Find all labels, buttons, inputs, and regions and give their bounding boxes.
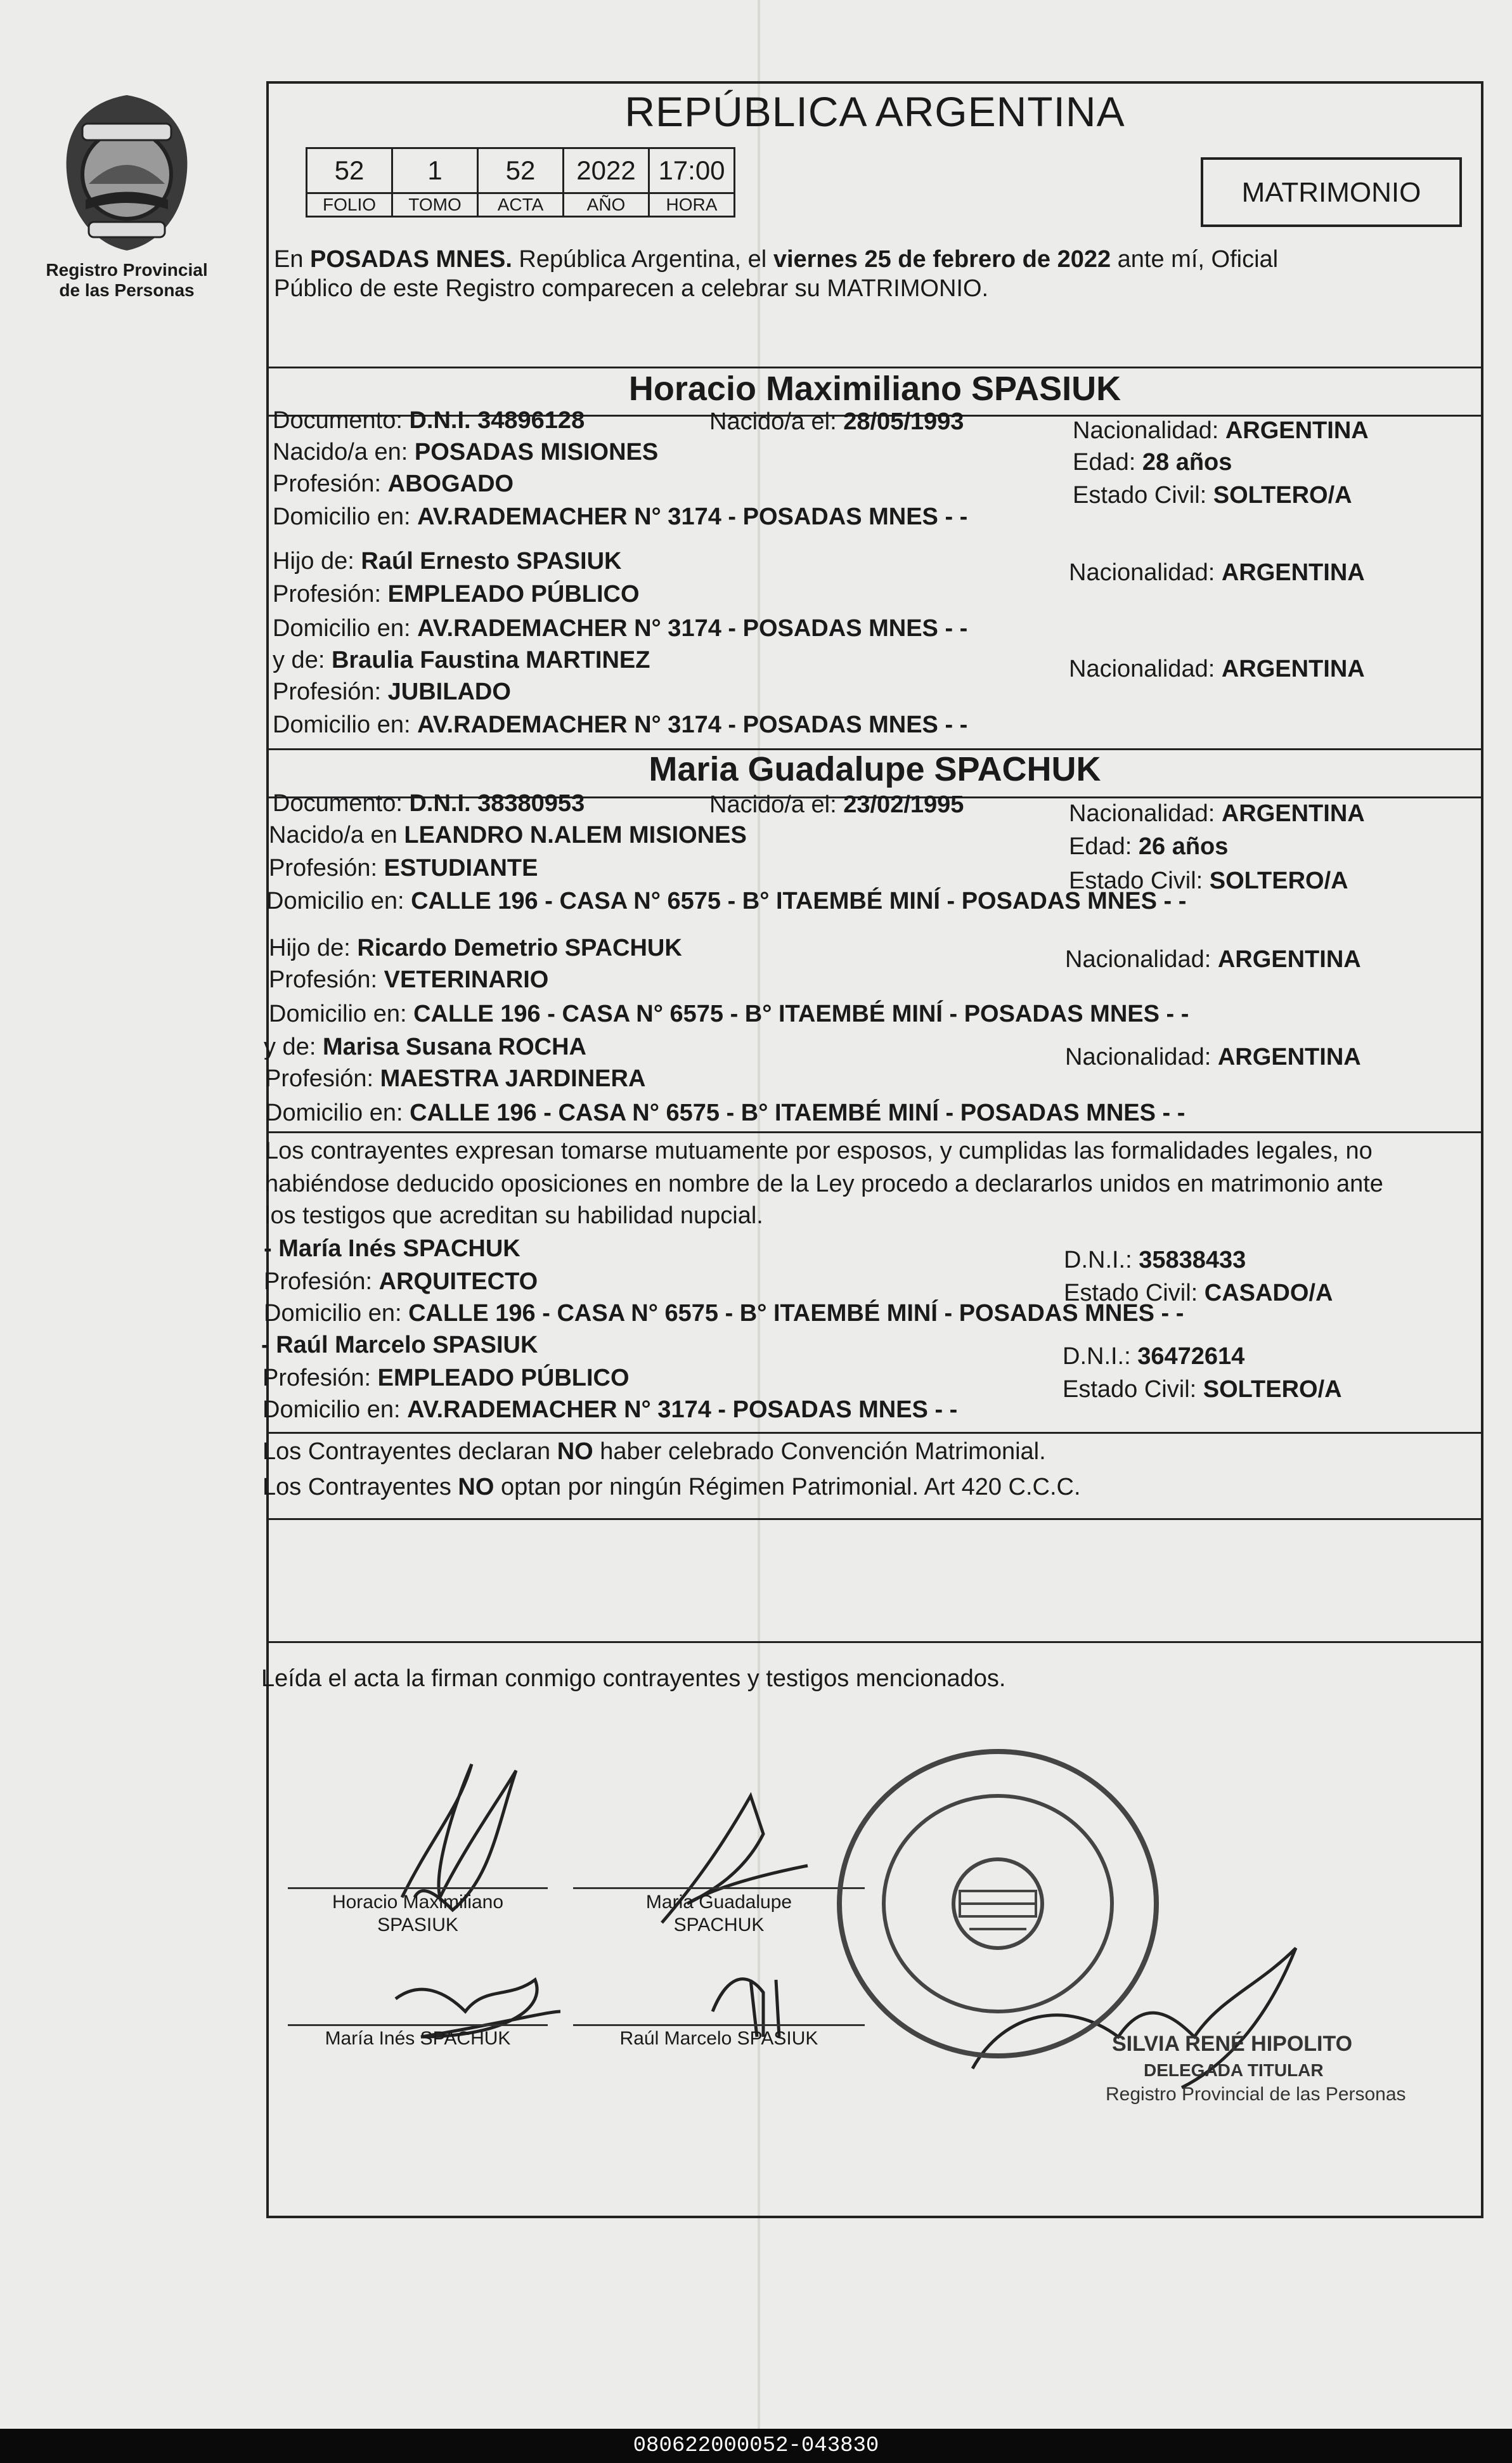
reference-table [306, 147, 735, 218]
spouse-1-father-nationality: Nacionalidad: ARGENTINA [1069, 559, 1365, 586]
spouse-2-mother-address: Domicilio en: CALLE 196 - CASA N° 6575 - B° ITAEMBÉ MINÍ - POSADAS MNES - - [265, 1100, 1186, 1126]
spouse-2-address: Domicilio en: CALLE 196 - CASA N° 6575 - B° ITAEMBÉ MINÍ - POSADAS MNES - - [266, 888, 1187, 914]
witness-2-address: Domicilio en: AV.RADEMACHER N° 3174 - POSADAS MNES - - [262, 1396, 958, 1423]
hour-label: HORA [649, 193, 735, 217]
spouse-2-father: Hijo de: Ricardo Demetrio SPACHUK [269, 935, 682, 961]
declaration-line-3: los testigos que acreditan su habilidad nupcial. [265, 1202, 763, 1229]
tomo-label: TOMO [392, 193, 478, 217]
signature-label-witness-2: Raúl Marcelo SPASIUK [619, 2028, 818, 2049]
divider [269, 367, 1481, 368]
signature-line [288, 2024, 548, 2026]
hour-value: 17:00 [649, 148, 735, 193]
divider [269, 1432, 1481, 1434]
witness-1-address: Domicilio en: CALLE 196 - CASA N° 6575 - B° ITAEMBÉ MINÍ - POSADAS MNES - - [264, 1300, 1184, 1327]
spouse-1-father-address: Domicilio en: AV.RADEMACHER N° 3174 - POSADAS MNES - - [273, 615, 968, 642]
declaration-line-1: Los contrayentes expresan tomarse mutuamente por esposos, y cumplidas las formalidades legales, no [265, 1138, 1373, 1164]
spouse-1-mother-address: Domicilio en: AV.RADEMACHER N° 3174 - POSADAS MNES - - [273, 712, 968, 738]
acta-value: 52 [478, 148, 564, 193]
spouse-1-father: Hijo de: Raúl Ernesto SPASIUK [273, 548, 622, 575]
intro-line-2: Público de este Registro comparecen a celebrar su MATRIMONIO. [274, 275, 989, 302]
page-title: REPÚBLICA ARGENTINA [624, 88, 1125, 135]
registry-logo-label: Registro Provincial de las Personas [46, 260, 208, 300]
spouse-1-civil-status: Estado Civil: SOLTERO/A [1073, 482, 1352, 509]
spouse-2-profession: Profesión: ESTUDIANTE [269, 855, 538, 881]
intro-line-1: En POSADAS MNES. República Argentina, el viernes 25 de febrero de 2022 ante mí, Oficial [274, 246, 1279, 273]
spouse-1-profession: Profesión: ABOGADO [273, 471, 514, 497]
spouse-1-nationality: Nacionalidad: ARGENTINA [1073, 417, 1369, 444]
spouse-1-address: Domicilio en: AV.RADEMACHER N° 3174 - POSADAS MNES - - [273, 504, 968, 530]
witness-1-name: - María Inés SPACHUK [264, 1235, 520, 1262]
acta-label: ACTA [478, 193, 564, 217]
signature-label-witness-1: María Inés SPACHUK [325, 2028, 511, 2049]
witness-2-civil-status: Estado Civil: SOLTERO/A [1063, 1376, 1342, 1403]
spouse-2-father-address: Domicilio en: CALLE 196 - CASA N° 6575 - B° ITAEMBÉ MINÍ - POSADAS MNES - - [269, 1001, 1189, 1027]
spouse-1-document: Documento: D.N.I. 34896128 [273, 407, 585, 434]
signature-label-spouse-1: Horacio Maximiliano SPASIUK [332, 1892, 504, 1935]
witness-1-civil-status: Estado Civil: CASADO/A [1064, 1280, 1333, 1306]
officer-organization: Registro Provincial de las Personas [1106, 2084, 1406, 2105]
spouse-2-name: Maria Guadalupe SPACHUK [649, 750, 1101, 788]
spouse-2-age: Edad: 26 años [1069, 833, 1229, 860]
divider [269, 1518, 1481, 1520]
document-barcode-id: 080622000052-043830 [0, 2429, 1512, 2463]
spouse-1-mother-profession: Profesión: JUBILADO [273, 679, 511, 705]
spouse-1-name: Horacio Maximiliano SPASIUK [628, 370, 1121, 408]
spouse-1-birthdate: Nacido/a el: 28/05/1993 [709, 408, 964, 435]
misiones-coat-of-arms-icon [51, 89, 203, 254]
marriage-certificate [261, 81, 1483, 2218]
witness-2-name: - Raúl Marcelo SPASIUK [261, 1332, 538, 1358]
witness-1-dni: D.N.I.: 35838433 [1064, 1247, 1246, 1273]
spouse-2-mother-profession: Profesión: MAESTRA JARDINERA [265, 1065, 646, 1092]
closing-statement: Leída el acta la firman conmigo contrayentes y testigos mencionados. [261, 1665, 1006, 1692]
spouse-1-age: Edad: 28 años [1073, 449, 1232, 476]
spouse-2-civil-status: Estado Civil: SOLTERO/A [1069, 868, 1348, 894]
signature-line [573, 2024, 865, 2026]
officer-name: SILVIA RENÉ HIPOLITO [1112, 2032, 1353, 2056]
witness-2-dni: D.N.I.: 36472614 [1063, 1343, 1245, 1370]
ref-labels-row [307, 193, 735, 217]
declaration-line-2: habiéndose deducido oposiciones en nombre de la Ley procedo a declararlos unidos en matrimonio ante [265, 1171, 1383, 1197]
divider [269, 1641, 1481, 1643]
witness-2-profession: Profesión: EMPLEADO PÚBLICO [262, 1365, 630, 1391]
signature-line [573, 1887, 865, 1889]
spouse-2-birthdate: Nacido/a el: 23/02/1995 [709, 791, 964, 818]
spouse-2-mother-nationality: Nacionalidad: ARGENTINA [1065, 1044, 1361, 1070]
officer-role: DELEGADA TITULAR [1144, 2060, 1324, 2080]
spouse-2-mother: y de: Marisa Susana ROCHA [264, 1034, 586, 1060]
witness-1-profession: Profesión: ARQUITECTO [264, 1268, 538, 1295]
spouse-2-birthplace: Nacido/a en LEANDRO N.ALEM MISIONES [269, 822, 747, 848]
signature-label-spouse-2: Maria Guadalupe SPACHUK [645, 1892, 792, 1935]
folio-label: FOLIO [307, 193, 392, 217]
divider [269, 1131, 1481, 1133]
convention-line-1: Los Contrayentes declaran NO haber celebrado Convención Matrimonial. [262, 1438, 1046, 1465]
year-value: 2022 [564, 148, 649, 193]
spouse-1-mother: y de: Braulia Faustina MARTINEZ [273, 647, 650, 673]
record-type-badge: MATRIMONIO [1201, 157, 1462, 227]
spouse-1-mother-nationality: Nacionalidad: ARGENTINA [1069, 656, 1365, 682]
year-label: AÑO [564, 193, 649, 217]
tomo-value: 1 [392, 148, 478, 193]
spouse-1-father-profession: Profesión: EMPLEADO PÚBLICO [273, 581, 640, 608]
ref-values-row [307, 148, 735, 193]
spouse-2-father-nationality: Nacionalidad: ARGENTINA [1065, 946, 1361, 973]
registry-seal-icon [833, 1745, 1163, 2062]
spouse-2-father-profession: Profesión: VETERINARIO [269, 966, 549, 993]
signature-line [288, 1887, 548, 1889]
convention-line-2: Los Contrayentes NO optan por ningún Régimen Patrimonial. Art 420 C.C.C. [262, 1474, 1081, 1500]
folio-value: 52 [307, 148, 392, 193]
spouse-2-nationality: Nacionalidad: ARGENTINA [1069, 800, 1365, 827]
spouse-2-document: Documento: D.N.I. 38380953 [273, 790, 585, 817]
spouse-1-birthplace: Nacido/a en: POSADAS MISIONES [273, 439, 659, 465]
